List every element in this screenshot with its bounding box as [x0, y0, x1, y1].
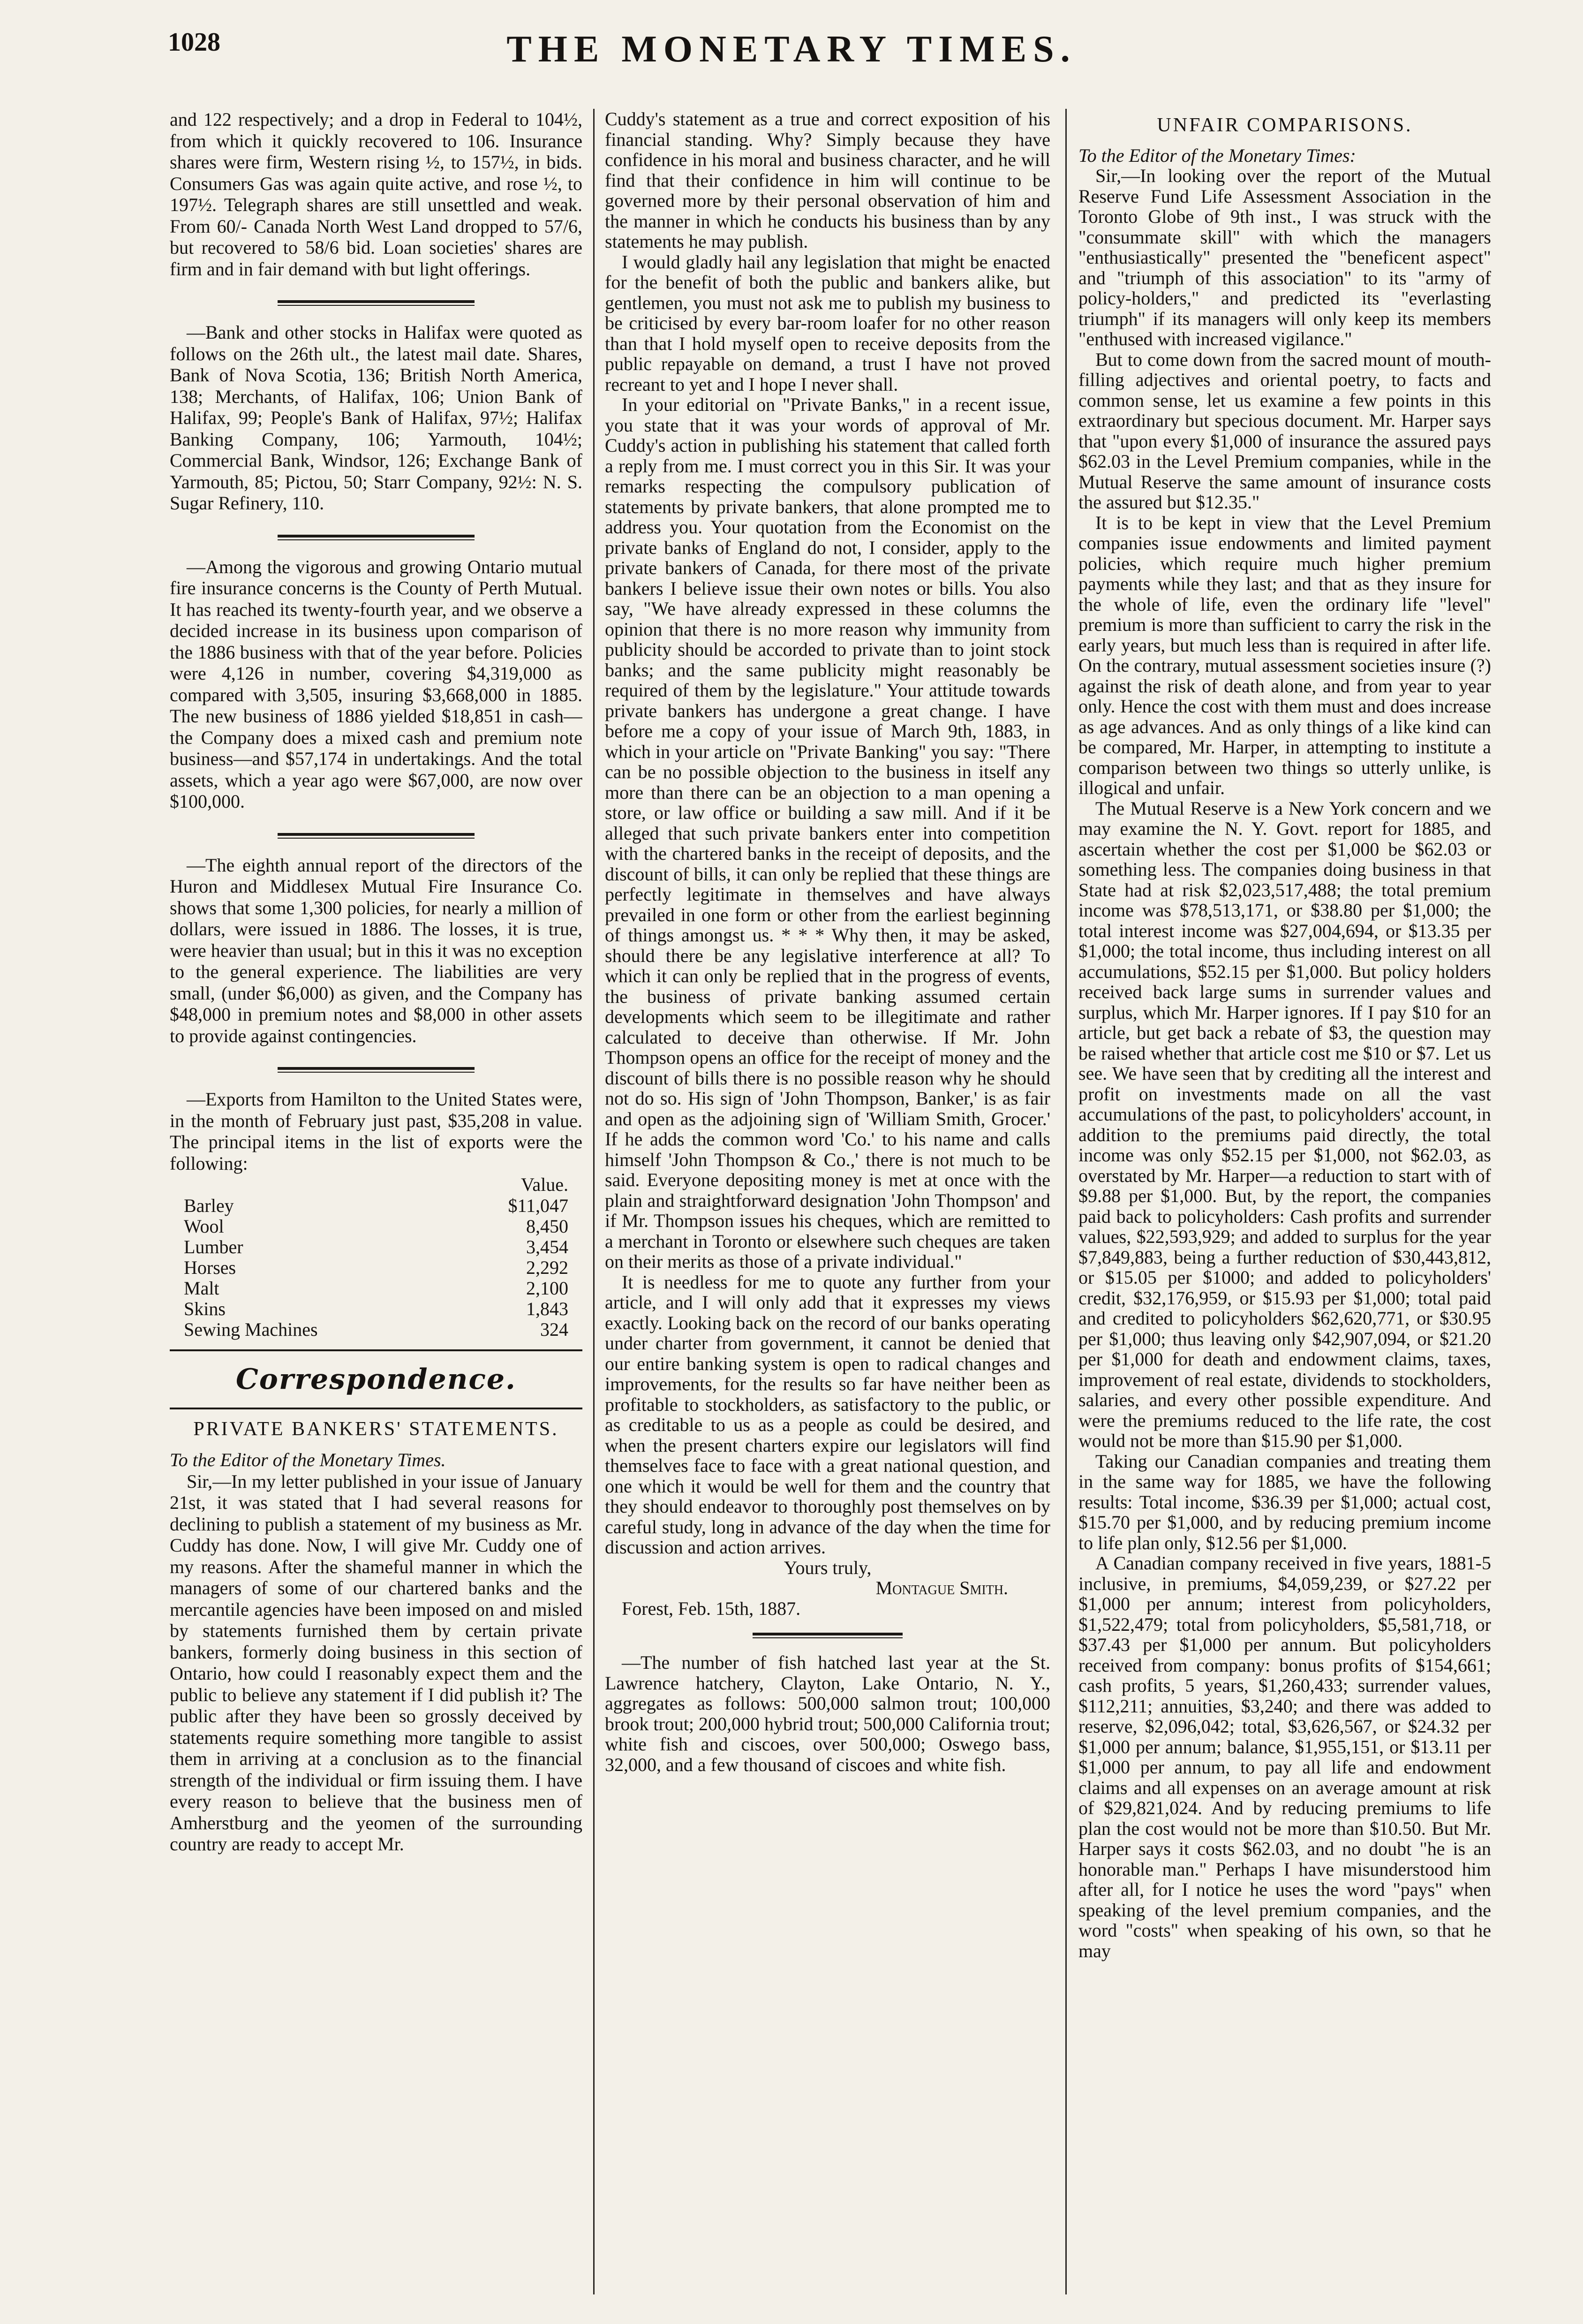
export-item: Lumber [184, 1236, 243, 1257]
dateline: Forest, Feb. 15th, 1887. [622, 1597, 801, 1619]
paragraph: A Canadian company received in five years, 1881-5 inclusive, in premiums, $4,059,239, or $27.22 per $1,000 per annum; interest from policyholders, $1,522,479; total from policyholders, $5,581,718, or $37.43 per $1,000 per annum. But policyholders received from company: bonus profits of $154,661; cash profits, 5 years, $1,260,433; surrender values, $112,211; annuities, $3,240; and there was added to reserve, $2,096,042; total, $3,626,567, or $24.32 per $1,000 per annum; balance, $1,955,151, or $13.11 per $1,000 per annum, to pay all life and endowment claims and all expenses on an average amount at risk of $29,821,024. And by reducing premiums to life plan the cost would not be more than $10.50. But Mr. Harper says it costs $62.03, and no doubt "he is an honorable man." Perhaps I have misunderstood him after all, for I notice he uses the word "pays" when speaking of the level premium companies, and the word "costs" when speaking of his own, so that he may [1078, 1552, 1491, 1961]
export-value: 2,100 [526, 1277, 568, 1299]
export-value: $11,047 [508, 1195, 568, 1216]
paragraph: The Mutual Reserve is a New York concern and we may examine the N. Y. Govt. report for 1885, and ascertain whether the cost per $1,000 be $62.03 or something less. The companies doing business in that State had at risk $2,023,517,488; the total premium income was $78,513,171, or $38.80 per $1,000; the total interest income was $27,004,694, or $13.35 per $1,000; the total income, thus including interest on all accumulations, $52.15 per $1,000. But policy holders received back large sums in surrender values and surplus, which Mr. Harper ignores. If I pay $10 for an article, but get back a rebate of $3, the question may be raised whether that article cost me $10 or $7. Let us see. We have seen that by crediting all the interest and profit on investments made on all the vast accumulations of the past, to policyholders' account, in addition to the premiums paid directly, the total income was only $52.15 per $1,000, not $62.03, as overstated by Mr. Harper—a reduction to start with of $9.88 per $1,000. But, by the report, the companies paid back to policyholders: Cash profits and surrender values, $22,593,929; and added to surplus for the year $7,849,883, being a further reduction of $30,443,812, or $15.05 per $1000; and added to policyholders' credit, $32,176,959, or $15.93 per $1,000; total paid and credited to policyholders $62,620,771, or $30.95 per $1,000; thus leaving only $42,907,094, or $21.20 per $1,000 for death and endowment claims, taxes, improvement of real estate, dividends to stockholders, salaries, and every other possible expenditure. And were the premiums reduced to the life rate, the cost would not be more than $15.90 per $1,000. [1078, 797, 1491, 1451]
exports-row [170, 1257, 582, 1278]
exports-row [170, 1319, 582, 1340]
column-3 [1078, 109, 1491, 2313]
export-value: 2,292 [526, 1257, 568, 1278]
exports-row [170, 1237, 582, 1257]
separator-rule [278, 833, 475, 839]
exports-row [170, 1196, 582, 1216]
export-value: 324 [540, 1318, 568, 1340]
exports-value-header: Value. [520, 1174, 568, 1195]
paragraph: Sir,—In looking over the report of the Mutual Reserve Fund Life Assessment Association in the Toronto Globe of 9th inst., I was struck with the "consummate skill" with which the managers "enthusiastically" presented the "beneficent aspect" and "triumph of this association" to its "army of policy-holders," and predicted its "everlasting triumph" if its managers will only keep its members "enthused with increased vigilance." [1078, 165, 1491, 349]
exports-row [170, 1299, 582, 1319]
column-rule [593, 109, 595, 2294]
paragraph: Taking our Canadian companies and treating them in the same way for 1885, we have the following results: Total income, $36.39 per $1,000; actual cost, $15.70 per $1,000, and by reducing premium income to life plan only, $12.56 per $1,000. [1078, 1450, 1491, 1553]
paragraph: —Among the vigorous and growing Ontario mutual fire insurance concerns is the County of Perth Mutual. It has reached its twenty-fourth year, and we observe a decided increase in its business upon comparison of the 1886 business with that of the year before. Policies were 4,126 in number, covering $4,319,000 as compared with 3,505, insuring $3,668,000 in 1885. The new business of 1886 yielded $18,851 in cash—the Company does a mixed cash and premium note business—and $57,174 in undertakings. And the total assets, which a year ago were $67,000, are now over $100,000. [170, 556, 582, 812]
masthead-title: THE MONETARY TIMES. [506, 29, 1077, 70]
section-heading: Correspondence. [236, 1363, 516, 1396]
paragraph: But to come down from the sacred mount of mouth-filling adjectives and oriental poetry, to facts and common sense, let us examine a few points in this extraordinary but specious document. Mr. Harper says that "upon every $1,000 of insurance the assured pays $62.03 in the Level Premium companies, while in the Mutual Reserve the same amount of insurance costs the assured but $12.35." [1078, 348, 1491, 513]
article-title: PRIVATE BANKERS' STATEMENTS. [193, 1418, 559, 1440]
section-rule [170, 1349, 582, 1351]
paragraph: I would gladly hail any legislation that might be enacted for the benefit of both the public and bankers alike, but gentlemen, you must not ask me to publish my business to be criticised by every bar-room loafer for no other reason than that I hold myself open to receive deposits from the public repayable on demand, a trust I have not proved recreant to yet and I hope I never shall. [605, 251, 1050, 395]
salutation: To the Editor of the Monetary Times: [1078, 144, 1356, 166]
export-item: Malt [184, 1277, 219, 1299]
exports-list [170, 1196, 582, 1340]
paragraph: Cuddy's statement as a true and correct exposition of his financial standing. Why? Simply because they have confidence in his moral and business character, and he will find that their confidence in him will continue to be governed more by their personal observation of him and the manner in which he conducts his business than by any statements he may publish. [605, 109, 1050, 252]
export-item: Skins [184, 1298, 226, 1319]
paragraph: and 122 respectively; and a drop in Federal to 104½, from which it quickly recovered to 106. Insurance shares were firm, Western rising ½, to 157½, in bids. Consumers Gas was again quite active, and rose ½, to 197½. Telegraph shares are still unsettled and weak. From 60/- Canada North West Land dropped to 57/6, but recovered to 58/6 bid. Loan societies' shares are firm and in fair demand with but light offerings. [170, 109, 582, 280]
section-rule [170, 1408, 582, 1409]
column-rule [1065, 109, 1067, 2294]
article-title: UNFAIR COMPARISONS. [1157, 114, 1413, 136]
paragraph: In your editorial on "Private Banks," in a recent issue, you state that it was your words of approval of Mr. Cuddy's action in publishing his statement that called forth a reply from me. I must correct you in this Sir. It was your remarks respecting the compulsory publication of statements by private bankers, that alone prompted me to address you. Your quotation from the Economist on the private banks of England do not, I consider, apply to the private bankers of Canada, for there most of the private bankers I believe issue their own notes or bills. You also say, "We have already expressed in these columns the opinion that there is no more reason why immunity from publicity should be accorded to private than to joint stock banks; and the same publicity might reasonably be required of them by the legislature." Your attitude towards private bankers has undergone a great change. I have before me a copy of your issue of March 9th, 1883, in which in your article on "Private Banking" you say: "There can be no possible objection to the business in itself any more than there can be an objection to a man opening a store, or law office or building a saw mill. And if it be alleged that such private bankers enter into competition with the chartered banks in the receipt of deposits, and the discount of bills, it can only be replied that these things are perfectly legitimate in themselves and have always prevailed in one form or other from the earliest beginning of things amongst us. * * * Why then, it may be asked, should there be any legislative interference at all? To which it can only be replied that in the progress of events, the business of private banking assumed certain developments which seem to be illegitimate and rather calculated to deceive than otherwise. If Mr. John Thompson opens an office for the receipt of money and the discount of bills there is no possible reason why he should not do so. His sign of 'John Thompson, Banker,' is as fair and open as the adjoining sign of 'William Smith, Grocer.' If he adds the common word 'Co.' to his name and calls himself 'John Thompson & Co.,' there is not much to be said. Everyone depositing money is met at once with the plain and straightforward designation 'John Thompson' and if Mr. Thompson issues his cheques, which are remitted to a merchant in Toronto or elsewhere such cheques are taken on their merits as those of a private individual." [605, 394, 1050, 1272]
column-2 [605, 109, 1050, 2313]
export-value: 3,454 [526, 1236, 568, 1257]
export-item: Barley [184, 1195, 234, 1216]
exports-row [170, 1278, 582, 1299]
paragraph: It is to be kept in view that the Level Premium companies issue endowments and limited payment policies, which require much higher premium payments while they last; and that as they insure for the whole of life, even the ordinary life "level" premium is more than sufficient to carry the risk in the early years, but much less than is required in after life. On the contrary, mutual assessment societies insure (?) against the risk of death alone, and from year to year only. Hence the cost with them must and does increase as age advances. And as only things of a like kind can be compared, Mr. Harper, in attempting to institute a comparison between two things so utterly unlike, is illogical and unfair. [1078, 512, 1491, 798]
exports-row [170, 1216, 582, 1237]
paragraph: It is needless for me to quote any further from your article, and I will only add that it expresses my views exactly. Looking back on the record of our banks operating under charter from government, it cannot be denied that our entire banking system is open to radical changes and improvements, for the results so far have neither been as profitable to stockholders, as satisfactory to the public, or as creditable to us as a people as could be desired, and when the present charters expire our legislators will find themselves face to face with a great national question, and one which it would be well for them and the country that they should endeavor to thoroughly post themselves on by careful study, long in advance of the day when the time for discussion and action arrives. [605, 1271, 1050, 1558]
salutation: To the Editor of the Monetary Times. [170, 1449, 446, 1470]
paragraph: —The number of fish hatched last year at the St. Lawrence hatchery, Clayton, Lake Ontario, N. Y., aggregates as follows: 500,000 salmon trout; 100,000 brook trout; 200,000 hybrid trout; 500,000 California trout; white fish and ciscoes, over 500,000; Oswego bass, 32,000, and a few thousand of ciscoes and white fish. [605, 1652, 1050, 1775]
export-item: Horses [184, 1257, 236, 1278]
export-item: Sewing Machines [184, 1318, 318, 1340]
export-item: Wool [184, 1215, 224, 1237]
paragraph: —Exports from Hamilton to the United States were, in the month of February just past, $35,208 in value. The principal items in the list of exports were the following: [170, 1089, 582, 1174]
separator-rule [278, 300, 475, 306]
signoff: Yours truly, [784, 1557, 872, 1578]
export-value: 8,450 [526, 1215, 568, 1237]
export-value: 1,843 [526, 1298, 568, 1319]
separator-rule [278, 1067, 475, 1073]
separator-rule [753, 1633, 903, 1638]
paragraph: Sir,—In my letter published in your issue of January 21st, it was stated that I had several reasons for declining to publish a statement of my business as Mr. Cuddy has done. Now, I will give Mr. Cuddy one of my reasons. After the shameful manner in which the managers of some of our chartered banks and the mercantile agencies have been imposed on and misled by statements furnished them by certain private bankers, formerly doing business in this section of Ontario, how could I reasonably expect them and the public to believe any statement if I did publish it? The public after they have been so grossly deceived by statements require something more tangible to assist them in arriving at a conclusion as to the financial strength of the individual or firm issuing them. I have every reason to believe that the business men of Amherstburg and the yeomen of the surrounding country are ready to accept Mr. [170, 1470, 582, 1855]
paragraph: —The eighth annual report of the directors of the Huron and Middlesex Mutual Fire Insurance Co. shows that some 1,300 policies, for nearly a million of dollars, were issued in 1886. The losses, it is true, were heavier than usual; but in this it was no exception to the general experience. The liabilities are very small, (under $6,000) as given, and the Company has $48,000 in premium notes and $8,000 in other assets to provide against contingencies. [170, 854, 582, 1046]
page-number: 1028 [168, 28, 220, 57]
column-1 [170, 109, 582, 2313]
paragraph: —Bank and other stocks in Halifax were quoted as follows on the 26th ult., the latest mail date. Shares, Bank of Nova Scotia, 136; British North America, 138; Merchants, of Halifax, 106; Union Bank of Halifax, 99; People's Bank of Halifax, 97½; Halifax Banking Company, 106; Yarmouth, 104½; Commercial Bank, Windsor, 126; Exchange Bank of Yarmouth, 85; Pictou, 50; Starr Company, 92½: N. S. Sugar Refinery, 110. [170, 322, 582, 514]
signature: Montague Smith. [875, 1577, 1008, 1598]
separator-rule [278, 535, 475, 540]
